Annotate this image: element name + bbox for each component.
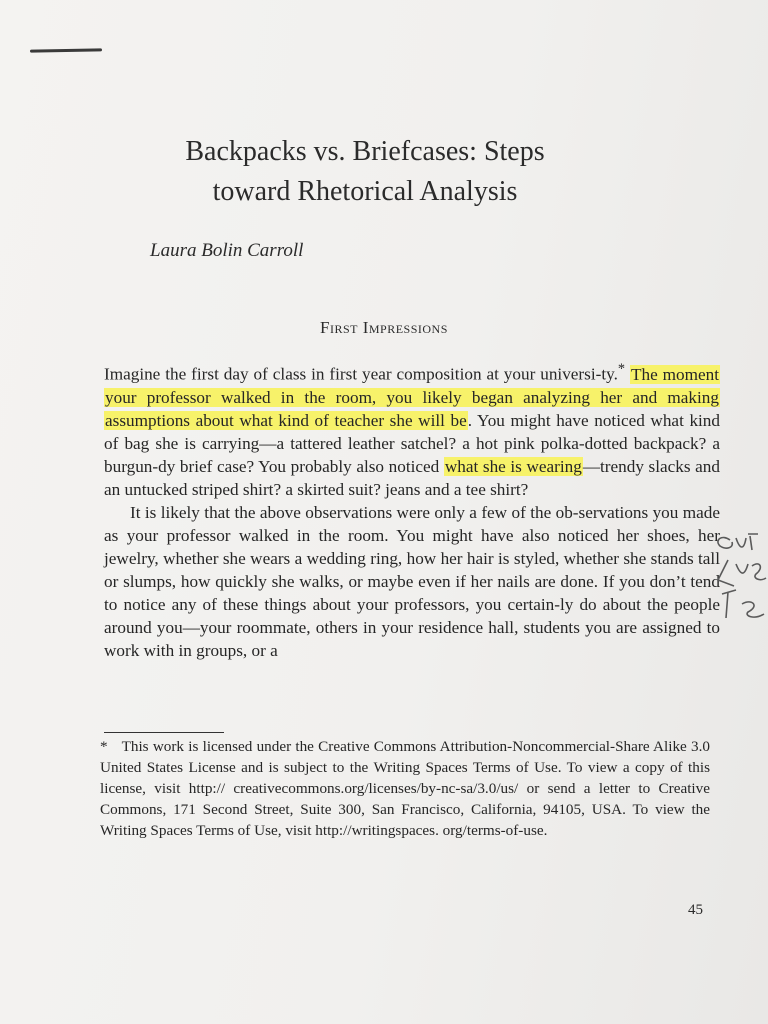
section-heading: [320, 318, 448, 338]
paragraph-1-part-2: . You might have noticed what kind of bag she is carrying—a tattered leather satchel? a hot pink polka-dotted backpack? a burgun-dy brief case? You probably also noticed: [104, 410, 720, 476]
chapter-title: [100, 132, 630, 212]
section-heading-text: First Impressions: [320, 318, 448, 337]
paragraph-1: [104, 358, 720, 501]
highlighted-text-2: what she is wearing: [444, 456, 582, 476]
title-line-1: Backpacks vs. Briefcases: Steps: [185, 136, 545, 167]
body-text: [104, 358, 720, 662]
paragraph-2: It is likely that the above observations were only a few of the ob-servations you made as your professor walked in the room. You might have also noticed her shoes, her jewelry, whether she wears a wedding ring, how her hair is styled, whether she stands tall or slumps, how quickly she walks, or maybe even if her nails are done. If you don’t tend to notice any of these things about your professors, you certain-ly do about the people around you—your roommate, others in your residence hall, students you are assigned to work with in groups, or a: [104, 502, 720, 660]
footnote-marker: *: [100, 738, 108, 755]
paragraph-1-part-3: —trendy slacks and an untucked striped shirt? a skirted suit? jeans and a tee shirt?: [104, 456, 720, 499]
footnote-text: This work is licensed under the Creative Commons Attribution-Noncommercial-Share Alike 3.0 United States License and is subject to the Writing Spaces Terms of Use. To view a copy of this license, visit http:// creativecommons.org/licenses/by-nc-sa/3.0/us/ or send a letter to Creative Commons, 171 Second Street, Suite 300, San Francisco, California, 94105, USA. To view the Writing Spaces Terms of Use, visit http://writingspaces. org/terms-of-use.: [100, 738, 710, 839]
footnote-rule: [104, 732, 224, 733]
paragraph-1-part-1: Imagine the first day of class in first year composition at your universi-ty.: [104, 364, 618, 384]
footnote: [100, 736, 710, 841]
author-name: Laura Bolin Carroll: [150, 240, 304, 261]
highlighted-text-1: The moment your professor walked in the room, you likely began analyzing her and making assumptions about what kind of teacher she will be: [105, 364, 719, 430]
page-number: 45: [688, 902, 703, 918]
title-line-2: toward Rhetorical Analysis: [212, 176, 518, 207]
footnote-reference: *: [617, 361, 626, 377]
pen-mark: [30, 48, 102, 52]
handwritten-margin-note: [700, 520, 768, 640]
